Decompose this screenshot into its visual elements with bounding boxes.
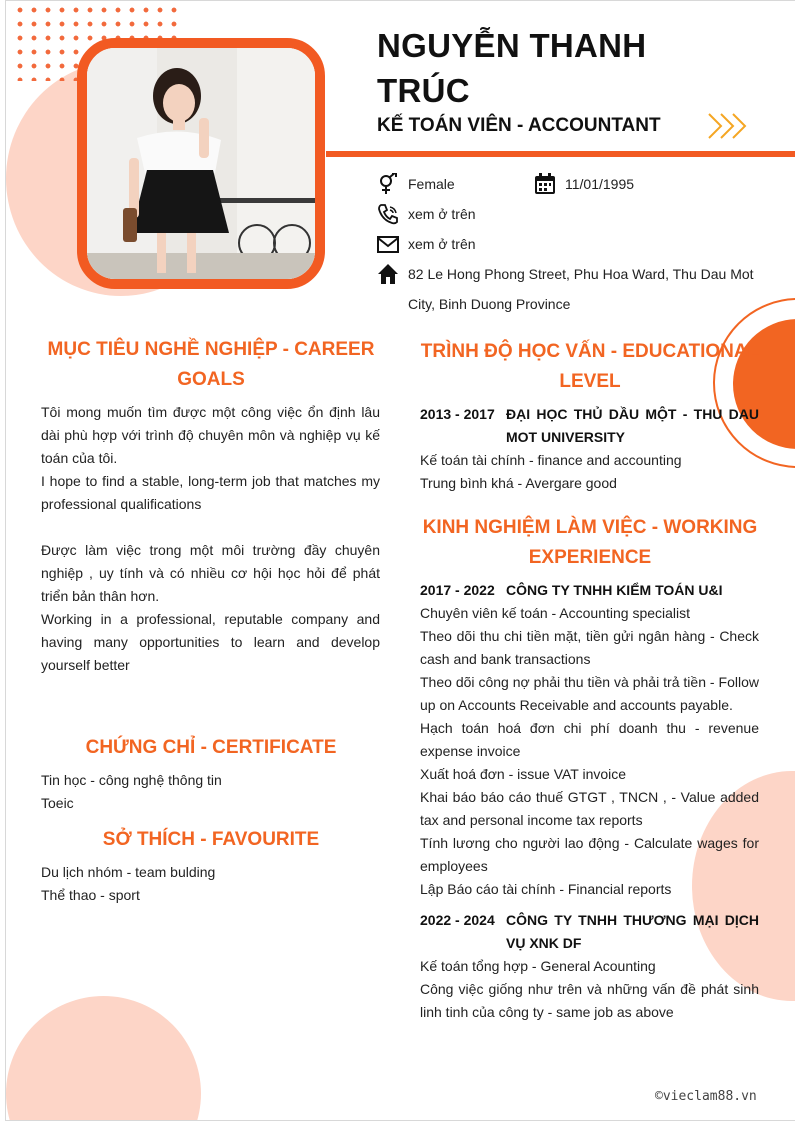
career-goals-text (41, 401, 380, 677)
job-duty: Hạch toán hoá đơn chi phí doanh thu - revenue expense invoice (420, 720, 759, 759)
address-line-1: 82 Le Hong Phong Street, Phu Hoa Ward, Thu Dau Mot (408, 266, 754, 282)
profile-photo-illustration (87, 48, 315, 279)
address-line-2: City, Binh Duong Province (408, 296, 571, 312)
candidate-name (377, 23, 697, 113)
cv-page (5, 0, 795, 1121)
experience-title (420, 513, 760, 573)
address-row (377, 263, 754, 319)
job-entry-1 (420, 579, 759, 602)
education-line: Kế toán tài chính - finance and accounting (420, 452, 682, 468)
job-company: CÔNG TY TNHH KIỂM TOÁN U&I (506, 582, 723, 598)
career-paragraph-1: Tôi mong muốn tìm được một công việc ổn định lâu dài phù hợp với trình độ chuyên môn và nghiệp vụ kế toán của tôi. (41, 404, 380, 466)
gender-icon (377, 173, 399, 195)
education-title (420, 337, 760, 397)
certificate-list (41, 769, 380, 815)
education-school: ĐẠI HỌC THỦ DẦU MỘT - THU DAU MOT UNIVERSITY (506, 406, 759, 445)
career-title-line-1: MỤC TIÊU NGHỀ NGHIỆP - CAREER (47, 339, 375, 360)
email-value: xem ở trên (408, 236, 476, 252)
career-paragraph-2: I hope to find a stable, long-term job that matches my professional qualifications (41, 473, 380, 512)
job-duty: Công việc giống như trên và những vấn đề phát sinh linh tinh của công ty - same job as above (420, 981, 759, 1020)
chevrons-icon (706, 111, 752, 141)
job-2-details (420, 955, 759, 1024)
hobby-item: Du lịch nhóm - team bulding (41, 864, 216, 880)
education-title-line-1: TRÌNH ĐỘ HỌC VẤN - EDUCATIONAL (420, 341, 760, 362)
experience-title-line-2: EXPERIENCE (528, 547, 652, 568)
career-goals-title (41, 335, 381, 395)
profile-photo (87, 48, 315, 279)
certificate-item: Tin học - công nghệ thông tin (41, 772, 222, 788)
job-years: 2022 - 2024 (420, 912, 495, 928)
certificate-title: CHỨNG CHỈ - CERTIFICATE (85, 737, 337, 758)
gender-row (377, 173, 455, 199)
header-accent-bar (326, 151, 795, 157)
hobby-item: Thể thao - sport (41, 887, 140, 903)
job-duty: Khai báo báo cáo thuế GTGT , TNCN , - Value added tax and personal income tax reports (420, 789, 759, 828)
education-title-line-2: LEVEL (559, 371, 621, 392)
job-years: 2017 - 2022 (420, 582, 495, 598)
job-duty: Tính lương cho người lao động - Calculate wages for employees (420, 835, 759, 874)
education-entry (420, 403, 759, 449)
birthday-value: 11/01/1995 (565, 176, 635, 192)
address-value (408, 259, 754, 319)
job-duty: Theo dõi thu chi tiền mặt, tiền gửi ngân hàng - Check cash and bank transactions (420, 628, 759, 667)
certificate-item: Toeic (41, 795, 74, 811)
job-duty: Theo dõi công nợ phải thu tiền và phải trả tiền - Follow up on Accounts Receivable and accounts payable. (420, 674, 759, 713)
job-title: KẾ TOÁN VIÊN - ACCOUNTANT (377, 115, 661, 136)
watermark: ©vieclam88.vn (655, 1089, 757, 1104)
job-duty: Lập Báo cáo tài chính - Financial reports (420, 881, 672, 897)
profile-photo-frame (77, 38, 325, 289)
career-paragraph-4: Working in a professional, reputable company and having many opportunities to learn and develop yourself better (41, 611, 380, 673)
name-line-2: TRÚC (377, 72, 470, 109)
phone-icon (377, 203, 399, 225)
hobby-title: SỞ THÍCH - FAVOURITE (102, 829, 320, 850)
phone-value: xem ở trên (408, 206, 476, 222)
decor-circle-bottom-left (6, 996, 201, 1121)
phone-row (377, 203, 476, 229)
career-paragraph-3: Được làm việc trong một môi trường đầy chuyên nghiệp , uy tính và có nhiều cơ hội học hỏi để phát triển bản thân hơn. (41, 542, 380, 604)
job-duty: Xuất hoá đơn - issue VAT invoice (420, 766, 627, 782)
education-details (420, 449, 759, 495)
career-spacer (41, 516, 380, 539)
education-years: 2013 - 2017 (420, 406, 495, 422)
birthday-row (534, 173, 634, 199)
job-entry-2 (420, 909, 759, 955)
hobby-list (41, 861, 380, 907)
education-line: Trung bình khá - Avergare good (420, 475, 617, 491)
email-row (377, 233, 476, 259)
home-icon (377, 263, 399, 285)
job-company: CÔNG TY TNHH THƯƠNG MẠI DỊCH VỤ XNK DF (506, 912, 759, 951)
job-1-details (420, 602, 759, 901)
career-title-line-2: GOALS (177, 369, 245, 390)
job-duty: Kế toán tổng hợp - General Acounting (420, 958, 656, 974)
email-icon (377, 233, 399, 255)
experience-title-line-1: KINH NGHIỆM LÀM VIỆC - WORKING (422, 517, 758, 538)
gender-value: Female (408, 176, 455, 192)
job-duty: Chuyên viên kế toán - Accounting specialist (420, 605, 691, 621)
name-line-1: NGUYỄN THANH (377, 27, 647, 64)
calendar-icon (534, 173, 556, 195)
